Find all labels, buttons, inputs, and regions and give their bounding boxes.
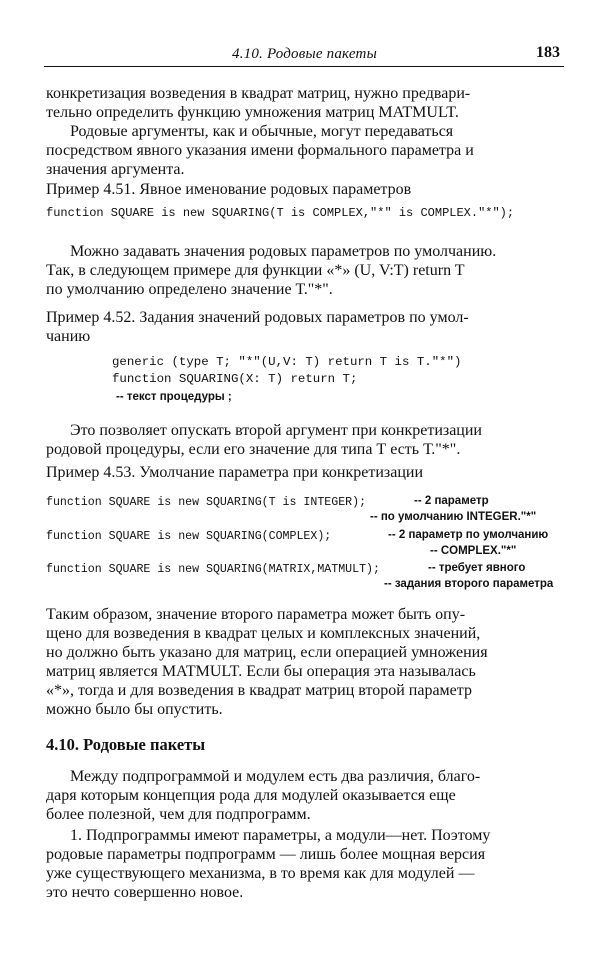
intro-paragraph <box>46 84 554 179</box>
text-line: конкретизация возведения в квадрат матриц, нужно предвари- <box>46 85 471 102</box>
summary-paragraph <box>46 605 554 719</box>
text-line: Это позволяет опускать второй аргумент при конкретизации <box>70 422 482 439</box>
text-line: «*», тогда и для возведения в квадрат матриц второй параметр <box>46 682 472 699</box>
page-header <box>44 44 564 67</box>
example-4-52-code <box>112 354 461 388</box>
text-line: но должно быть указано для матриц, если операцией умножения <box>46 644 488 661</box>
text-line: родовые параметры подпрограмм — лишь более мощная версия <box>46 846 486 863</box>
text-line: даря которым концепция рода для модулей оказывается еще <box>46 787 456 804</box>
text-line: посредством явного указания имени формального параметра и <box>46 142 474 159</box>
example-4-53-caption: Пример 4.53. Умолчание параметра при конкретизации <box>46 464 424 481</box>
text-line: уже существующего механизма, в то время как для модулей — <box>46 865 475 882</box>
text-line: щено для возведения в квадрат целых и комплексных значений, <box>46 625 481 642</box>
defaults-paragraph <box>46 242 554 299</box>
text-line: родовой процедуры, если его значение для типа Т есть Т."*". <box>46 441 461 458</box>
text-line: Так, в следующем примере для функции «*» (U, V:T) return T <box>46 262 465 279</box>
text-line: Между подпрограммой и модулем есть два различия, благо- <box>70 768 481 785</box>
second-arg-paragraph <box>46 421 554 459</box>
example-4-52-comment: -- текст процедуры ; <box>116 391 232 403</box>
example-4-52-caption <box>46 308 554 346</box>
running-head: 4.10. Родовые пакеты <box>232 46 377 62</box>
code-line: function SQUARING(X: T) return T; <box>112 372 358 386</box>
text-line: матриц является MATMULT. Если бы операция эта называлась <box>46 663 476 680</box>
text-line: Родовые аргументы, как и обычные, могут передаваться <box>70 123 454 140</box>
example-4-51-code: function SQUARE is new SQUARING(T is COMPLEX,"*" is COMPLEX."*"); <box>46 206 515 220</box>
page-number: 183 <box>536 44 560 61</box>
example-4-53-row-comment: -- задания второго параметра <box>384 578 554 590</box>
differences-paragraph <box>46 767 554 824</box>
example-4-53-row-comment: -- требует явного <box>428 562 526 574</box>
text-line: можно было бы опустить. <box>46 701 223 718</box>
caption-line: чанию <box>46 328 91 345</box>
example-4-53-row-comment: -- по умолчанию INTEGER."*" <box>370 511 537 523</box>
section-heading: 4.10. Родовые пакеты <box>46 735 206 754</box>
example-4-53-row-code: function SQUARE is new SQUARING(COMPLEX); <box>46 530 332 543</box>
example-4-53-row-code: function SQUARE is new SQUARING(MATRIX,MATMULT); <box>46 563 380 576</box>
caption-line: Пример 4.52. Задания значений родовых параметров по умол- <box>46 309 469 326</box>
point-1-paragraph <box>46 826 554 902</box>
text-line: Можно задавать значения родовых параметров по умолчанию. <box>70 243 497 260</box>
text-line: тельно определить функцию умножения матриц MATMULT. <box>46 104 459 121</box>
example-4-51-caption: Пример 4.51. Явное именование родовых параметров <box>46 181 412 198</box>
example-4-53-row-code: function SQUARE is new SQUARING(T is INTEGER); <box>46 496 367 509</box>
example-4-53-row-comment: -- 2 параметр по умолчанию <box>388 529 549 541</box>
text-line: Таким образом, значение второго параметра может быть опу- <box>46 606 466 623</box>
text-line: значения аргумента. <box>46 161 185 178</box>
text-line: это нечто совершенно новое. <box>46 884 244 901</box>
text-line: 1. Подпрограммы имеют параметры, а модули—нет. Поэтому <box>70 827 491 844</box>
example-4-53-row-comment: -- COMPLEX."*" <box>430 545 517 557</box>
text-line: более полезной, чем для подпрограмм. <box>46 806 311 823</box>
code-line: generic (type T; "*"(U,V: T) return T is T."*") <box>112 355 462 369</box>
example-4-53-row-comment: -- 2 параметр <box>414 495 489 507</box>
text-line: по умолчанию определено значение Т."*". <box>46 281 333 298</box>
